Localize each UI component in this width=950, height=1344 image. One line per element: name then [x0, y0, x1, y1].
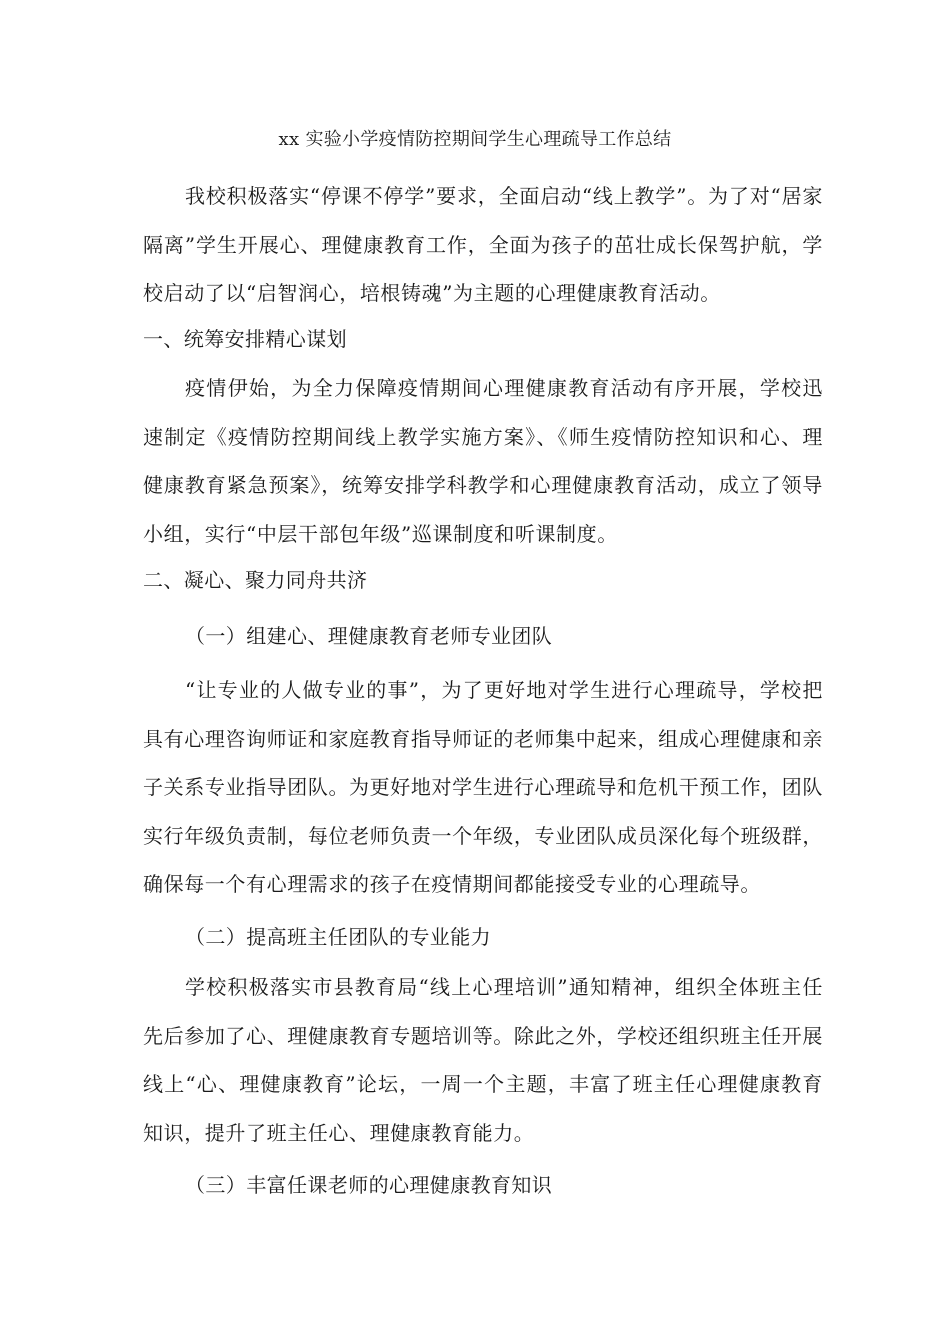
subsection-1-paragraph: “让专业的人做专业的事”，为了更好地对学生进行心理疏导，学校把具有心理咨询师证和家庭教育指导师证的老师集中起来，组成心理健康和亲子关系专业指导团队。为更好地对学生进行心理疏导和危机干预工作，团队实行年级负责制，每位老师负责一个年级，专业团队成员深化每个班级群，确保每一个有心理需求的孩子在疫情期间都能接受专业的心理疏导。: [143, 678, 823, 896]
document-title: xx 实验小学疫情防控期间学生心理疏导工作总结: [278, 129, 672, 150]
intro-paragraph: 我校积极落实“停课不停学”要求，全面启动“线上教学”。为了对“居家隔离”学生开展心、理健康教育工作，全面为孩子的茁壮成长保驾护航，学校启动了以“启智润心，培根铸魂”为主题的心理健康教育活动。: [143, 184, 823, 305]
subsection-3-heading: （三）丰富任课老师的心理健康教育知识: [185, 1173, 553, 1197]
subsection-1-heading: （一）组建心、理健康教育老师专业团队: [185, 624, 553, 648]
section-1-paragraph: 疫情伊始，为全力保障疫情期间心理健康教育活动有序开展，学校迅速制定《疫情防控期间线上教学实施方案》、《师生疫情防控知识和心、理健康教育紧急预案》，统筹安排学科教学和心理健康教育活动，成立了领导小组，实行“中层干部包年级”巡课制度和听课制度。: [143, 376, 823, 546]
section-1-heading: 一、统筹安排精心谋划: [143, 327, 347, 351]
section-2-heading: 二、凝心、聚力同舟共济: [143, 568, 368, 592]
subsection-2-heading: （二）提高班主任团队的专业能力: [185, 925, 491, 949]
subsection-2-paragraph: 学校积极落实市县教育局“线上心理培训”通知精神，组织全体班主任先后参加了心、理健康教育专题培训等。除此之外，学校还组织班主任开展线上“心、理健康教育”论坛，一周一个主题，丰富了班主任心理健康教育知识，提升了班主任心、理健康教育能力。: [143, 975, 823, 1145]
